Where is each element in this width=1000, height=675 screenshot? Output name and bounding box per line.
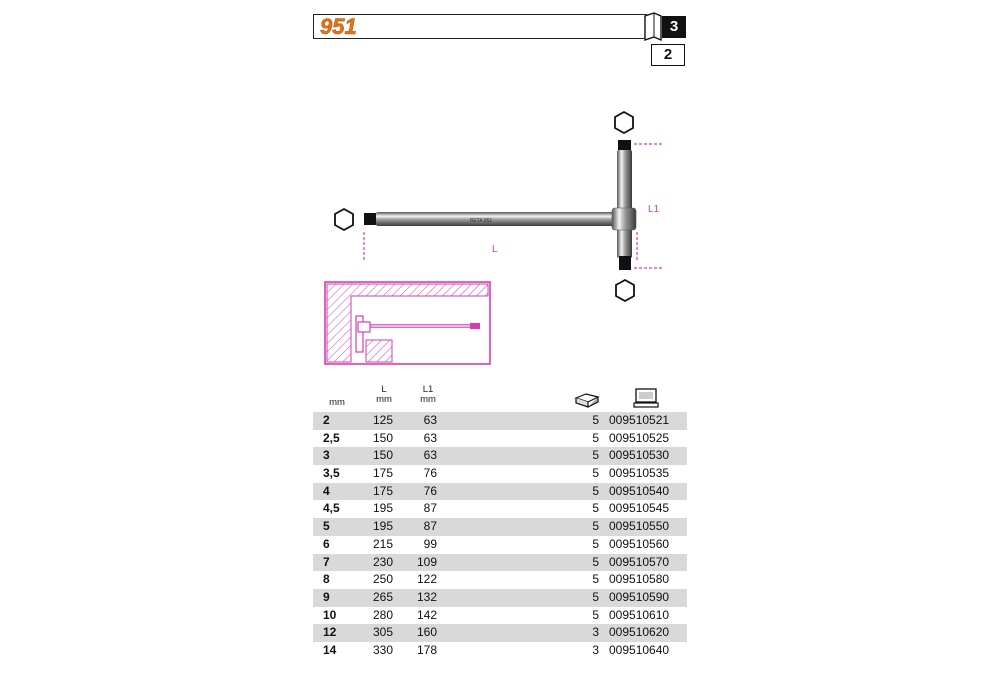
cell-order-code: 009510640: [609, 642, 670, 657]
cell-length-L1: 178: [416, 642, 437, 657]
hex-profile-icon-left: [335, 209, 353, 230]
table-row: [313, 554, 687, 572]
cell-pack-qty: 5: [592, 554, 599, 569]
cell-length-L1: 99: [423, 536, 437, 551]
dimension-L1-label: L1: [648, 204, 660, 215]
cell-order-code: 009510525: [609, 430, 670, 445]
page-tab: 3: [662, 16, 686, 38]
cell-size: 7: [323, 554, 330, 569]
cell-size: 3,5: [323, 466, 340, 481]
cell-order-code: 009510620: [609, 625, 670, 640]
cell-length-L: 150: [372, 448, 393, 463]
col-L1-label: L1: [422, 384, 434, 395]
cell-length-L: 265: [372, 589, 393, 604]
dimension-L-label: L: [492, 244, 498, 255]
cell-pack-qty: 5: [592, 413, 599, 427]
cell-order-code: 009510560: [609, 536, 670, 551]
cell-size: 2: [323, 413, 330, 427]
cell-pack-qty: 5: [592, 607, 599, 622]
cell-length-L: 195: [372, 519, 393, 534]
cell-size: 6: [323, 536, 330, 551]
cell-size: 10: [323, 607, 337, 622]
cell-pack-qty: 3: [592, 642, 599, 657]
cell-pack-qty: 5: [592, 448, 599, 463]
cell-pack-qty: 5: [592, 466, 599, 481]
table-row: [313, 430, 687, 448]
cell-length-L: 215: [372, 536, 393, 551]
cell-pack-qty: 5: [592, 483, 599, 498]
cell-length-L: 280: [372, 607, 393, 622]
table-row: [313, 589, 687, 607]
cell-length-L1: 76: [423, 483, 437, 498]
col-size-header: mm: [329, 397, 345, 408]
cell-length-L1: 63: [423, 413, 437, 427]
cell-order-code: 009510610: [609, 607, 670, 622]
cell-length-L: 195: [372, 501, 393, 516]
cell-order-code: 009510530: [609, 448, 670, 463]
table-row: [313, 607, 687, 625]
cell-pack-qty: 5: [592, 589, 599, 604]
cell-pack-qty: 5: [592, 536, 599, 551]
cell-length-L1: 142: [416, 607, 437, 622]
cell-length-L1: 87: [423, 501, 437, 516]
table-row: [313, 536, 687, 554]
cell-size: 14: [323, 642, 337, 657]
cell-pack-qty: 3: [592, 625, 599, 640]
cell-order-code: 009510535: [609, 466, 670, 481]
cell-order-code: 009510550: [609, 519, 670, 534]
cell-length-L1: 63: [423, 430, 437, 445]
svg-text:BETA 951: BETA 951: [470, 218, 493, 224]
cell-size: 3: [323, 448, 330, 463]
table-row: [313, 447, 687, 465]
cell-order-code: 009510540: [609, 483, 670, 498]
cell-length-L1: 132: [416, 589, 437, 604]
cell-length-L: 175: [372, 466, 393, 481]
col-L-label: L: [381, 384, 387, 395]
cell-length-L1: 76: [423, 466, 437, 481]
cell-order-code: 009510521: [609, 413, 670, 427]
cell-length-L: 250: [372, 572, 393, 587]
cell-length-L1: 87: [423, 519, 437, 534]
cell-size: 9: [323, 589, 330, 604]
package-quantity-icon: [574, 392, 600, 408]
cell-length-L1: 109: [416, 554, 437, 569]
cell-size: 2,5: [323, 430, 340, 445]
page-subsection: 2: [651, 44, 685, 66]
cell-size: 4,5: [323, 501, 340, 516]
cell-pack-qty: 5: [592, 430, 599, 445]
table-row: [313, 624, 687, 642]
cell-order-code: 009510580: [609, 572, 670, 587]
cell-order-code: 009510545: [609, 501, 670, 516]
table-row: [313, 500, 687, 518]
cell-length-L: 305: [372, 625, 393, 640]
product-table: [313, 412, 687, 660]
cell-order-code: 009510570: [609, 554, 670, 569]
cell-size: 12: [323, 625, 337, 640]
table-row: [313, 412, 687, 430]
cell-length-L: 175: [372, 483, 393, 498]
col-L-header: [372, 385, 396, 405]
cell-size: 5: [323, 519, 330, 534]
cell-length-L: 125: [372, 413, 393, 427]
cell-length-L: 150: [372, 430, 393, 445]
col-L1-header: [416, 385, 440, 405]
table-row: [313, 518, 687, 536]
table-row: [313, 465, 687, 483]
cell-size: 8: [323, 572, 330, 587]
hex-profile-icon-bottom: [616, 280, 634, 301]
col-L1-unit: mm: [420, 394, 436, 405]
cell-length-L1: 160: [416, 625, 437, 640]
cell-pack-qty: 5: [592, 519, 599, 534]
table-row: [313, 571, 687, 589]
table-row: [313, 483, 687, 501]
col-L-unit: mm: [376, 394, 392, 405]
cell-pack-qty: 5: [592, 501, 599, 516]
cell-size: 4: [323, 483, 330, 498]
product-code: 951: [320, 14, 357, 39]
cell-order-code: 009510590: [609, 589, 670, 604]
cell-length-L1: 63: [423, 448, 437, 463]
cell-length-L: 230: [372, 554, 393, 569]
cell-length-L: 330: [372, 642, 393, 657]
order-code-computer-icon: [633, 388, 659, 408]
cell-pack-qty: 5: [592, 572, 599, 587]
hex-profile-icon-top: [615, 112, 633, 133]
cell-length-L1: 122: [416, 572, 437, 587]
table-row: [313, 642, 687, 660]
